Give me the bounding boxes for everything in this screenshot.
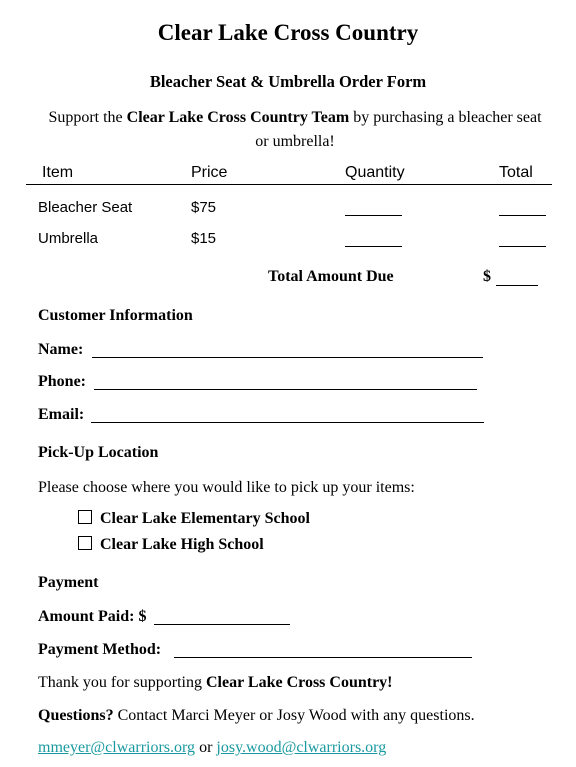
payment-method-field[interactable] (174, 657, 472, 658)
phone-field[interactable] (94, 389, 477, 390)
quantity-blank-umbrella[interactable] (345, 232, 402, 247)
row-price-umbrella: $15 (191, 230, 217, 247)
total-amount-blank[interactable] (496, 285, 538, 286)
support-team-name: Clear Lake Cross Country Team (126, 109, 350, 126)
total-currency-sign: $ (483, 268, 491, 285)
col-header-total: Total (499, 164, 533, 181)
pickup-option-label: Clear Lake High School (100, 536, 264, 553)
pickup-option-high-school[interactable] (78, 536, 264, 554)
payment-method-label: Payment Method: (38, 641, 162, 658)
form-subtitle: Bleacher Seat & Umbrella Order Form (149, 72, 427, 91)
email-separator: or (199, 739, 213, 756)
checkbox-icon[interactable] (78, 510, 92, 524)
thanks-team-name: Clear Lake Cross Country! (205, 674, 393, 691)
total-amount-due-label: Total Amount Due (268, 268, 394, 285)
payment-heading: Payment (38, 574, 99, 591)
col-header-item: Item (42, 164, 74, 181)
row-price-bleacher-seat: $75 (191, 199, 217, 216)
email-link-mmeyer[interactable]: mmeyer@clwarriors.org (38, 739, 196, 756)
col-header-price: Price (191, 164, 228, 181)
questions-label: Questions? (38, 707, 114, 724)
contact-emails (38, 739, 386, 757)
col-header-quantity: Quantity (345, 164, 405, 181)
thanks-prefix: Thank you for supporting (38, 674, 202, 691)
email-field[interactable] (91, 422, 484, 423)
email-label: Email: (38, 406, 85, 423)
amount-paid-field[interactable] (154, 624, 290, 625)
phone-label: Phone: (38, 373, 86, 390)
thank-you-text (38, 674, 393, 692)
support-text (40, 106, 550, 154)
name-field[interactable] (92, 357, 483, 358)
questions-text (38, 707, 475, 725)
customer-info-heading: Customer Information (38, 307, 193, 324)
email-link-josy-wood[interactable]: josy.wood@clwarriors.org (216, 739, 387, 756)
row-item-umbrella: Umbrella (38, 230, 99, 247)
checkbox-icon[interactable] (78, 536, 92, 550)
quantity-blank-bleacher-seat[interactable] (345, 201, 402, 216)
questions-contact: Contact Marci Meyer or Josy Wood with any questions. (117, 707, 475, 724)
table-header-rule (26, 184, 552, 185)
support-suffix: by purchasing a bleacher seat or umbrella! (255, 109, 542, 150)
pickup-heading: Pick-Up Location (38, 444, 159, 461)
pickup-option-label: Clear Lake Elementary School (100, 510, 310, 527)
pickup-instruction: Please choose where you would like to pick up your items: (38, 479, 415, 496)
row-item-bleacher-seat: Bleacher Seat (38, 199, 133, 216)
amount-paid-label: Amount Paid: $ (38, 608, 147, 625)
total-blank-bleacher-seat[interactable] (499, 201, 546, 216)
total-blank-umbrella[interactable] (499, 232, 546, 247)
pickup-option-elementary[interactable] (78, 510, 310, 528)
name-label: Name: (38, 341, 84, 358)
support-prefix: Support the (48, 109, 123, 126)
form-title: Clear Lake Cross Country (157, 20, 419, 45)
